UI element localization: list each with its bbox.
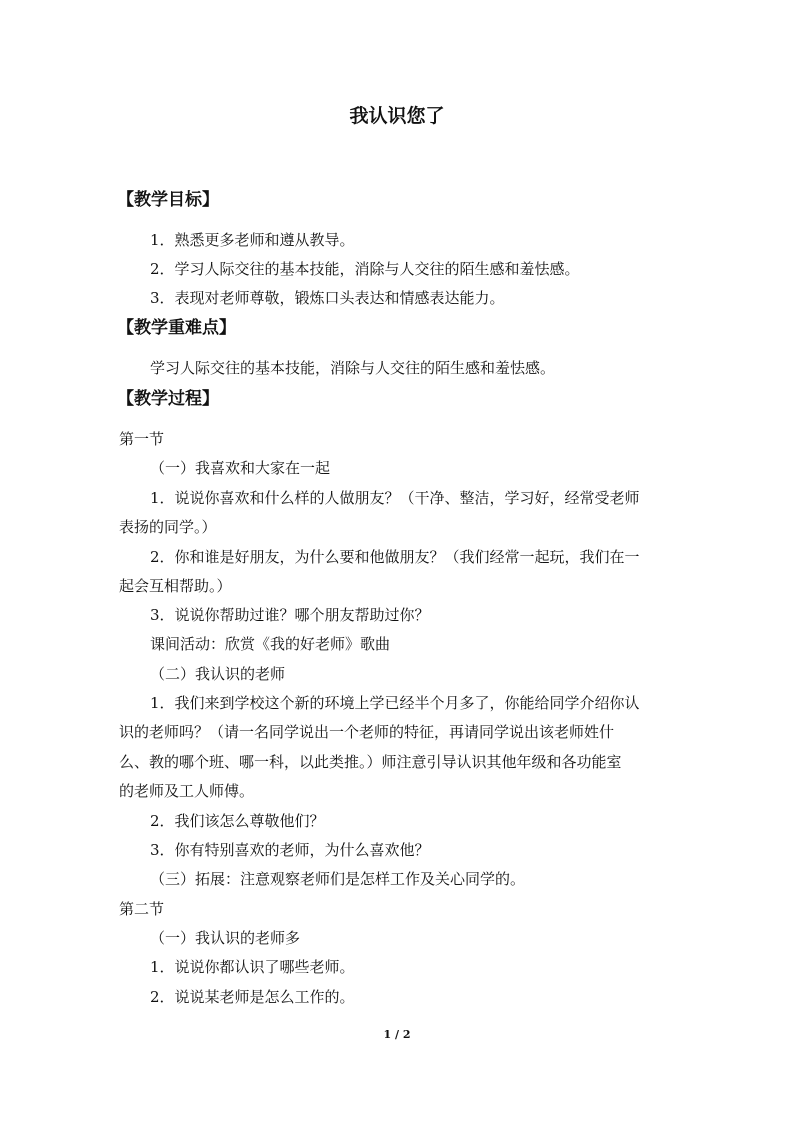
part-one-heading: （一）我喜欢和大家在一起 [150, 459, 331, 477]
teacher-question-3: 3．你有特别喜欢的老师，为什么喜欢他？ [150, 841, 430, 859]
teacher-question-1-line-2: 识的老师吗？（请一名同学说出一个老师的特征，再请同学说出该老师姓什 [119, 723, 615, 741]
teacher-question-1-line-1: 1．我们来到学校这个新的环境上学已经半个月多了，你能给同学介绍你认 [150, 694, 640, 712]
page-number: 1 / 2 [383, 1028, 411, 1041]
question-3: 3．说说你帮助过谁？哪个朋友帮助过你？ [150, 606, 430, 624]
objective-item-2: 2．学习人际交往的基本技能，消除与人交往的陌生感和羞怯感。 [150, 260, 580, 278]
question-1-line-2: 表扬的同学。） [119, 518, 217, 536]
section-heading-key-points: 【教学重难点】 [117, 318, 236, 338]
part-two-heading: （二）我认识的老师 [150, 665, 286, 683]
objective-item-3: 3．表现对老师尊敬，锻炼口头表达和情感表达能力。 [150, 289, 505, 307]
lesson-one-heading: 第一节 [119, 430, 165, 448]
section-heading-process: 【教学过程】 [117, 389, 219, 409]
lesson-two-item-1: 1．说说你都认识了哪些老师。 [150, 958, 355, 976]
lesson-two-heading: 第二节 [119, 900, 165, 918]
lesson-two-item-2: 2．说说某老师是怎么工作的。 [150, 988, 355, 1006]
section-heading-objectives: 【教学目标】 [117, 190, 219, 210]
question-1-line-1: 1．说说你喜欢和什么样的人做朋友？（干净、整洁，学习好，经常受老师 [150, 489, 640, 507]
teacher-question-1-line-3: 么、教的哪个班、哪一科，以此类推。）师注意引导认识其他年级和各功能室 [119, 753, 622, 771]
break-activity: 课间活动：欣赏《我的好老师》歌曲 [150, 635, 391, 653]
question-2-line-2: 起会互相帮助。） [119, 577, 232, 595]
key-point-text: 学习人际交往的基本技能，消除与人交往的陌生感和羞怯感。 [150, 359, 556, 377]
extension-activity: （三）拓展：注意观察老师们是怎样工作及关心同学的。 [150, 870, 526, 888]
teacher-question-2: 2．我们该怎么尊敬他们？ [150, 812, 325, 830]
teacher-question-1-line-4: 的老师及工人师傅。 [119, 782, 255, 800]
question-2-line-1: 2．你和谁是好朋友，为什么要和他做朋友？（我们经常一起玩，我们在一 [150, 548, 640, 566]
lesson-two-part-one-heading: （一）我认识的老师多 [150, 929, 301, 947]
document-title: 我认识您了 [349, 105, 445, 127]
objective-item-1: 1．熟悉更多老师和遵从教导。 [150, 231, 355, 249]
